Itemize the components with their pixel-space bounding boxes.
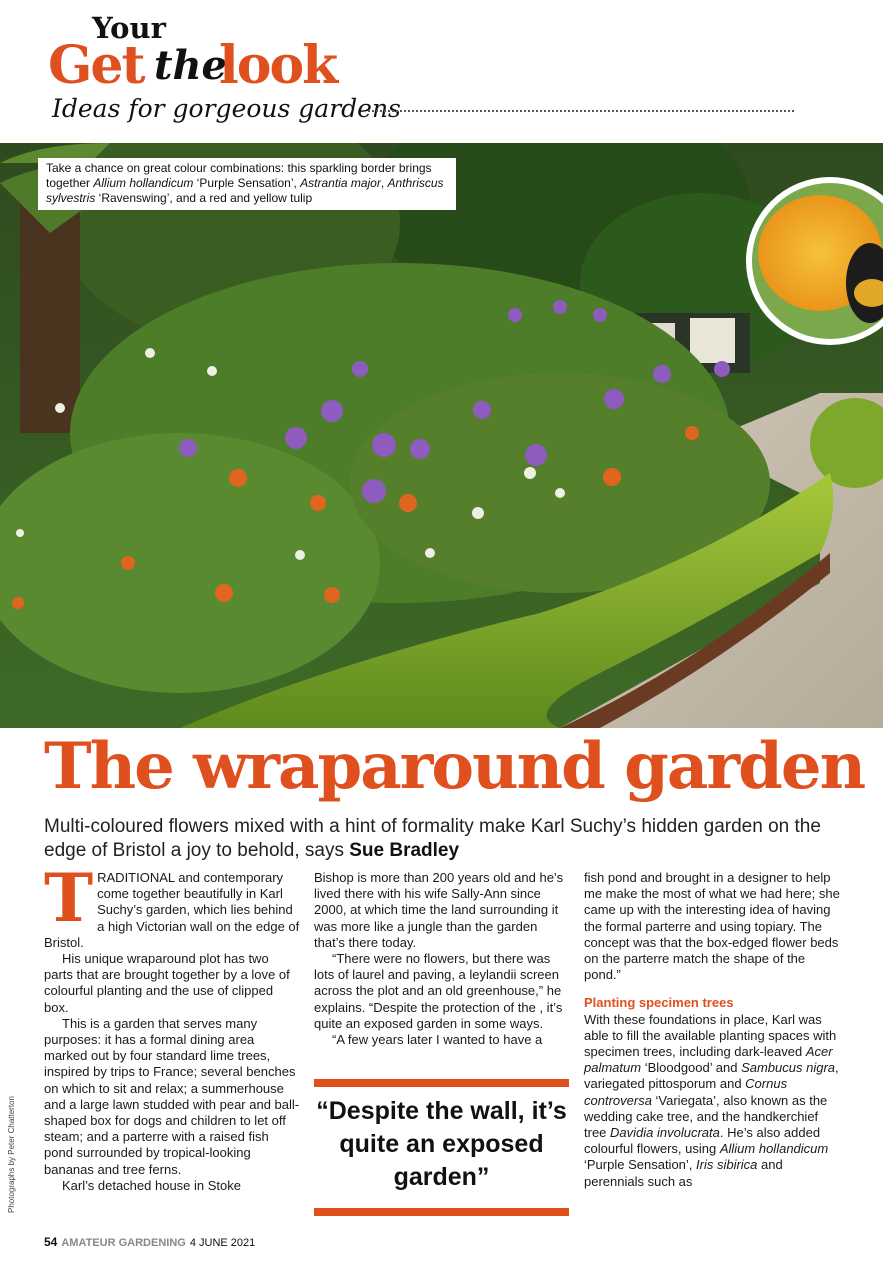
plant-name: Sambucus nigra xyxy=(741,1060,836,1076)
pull-quote-top-bar xyxy=(314,1079,569,1087)
standfirst-text: Multi-coloured flowers mixed with a hint of formality make Karl Suchy’s hidden garden on the edge of Bristol a joy to behold, says xyxy=(44,816,821,861)
caption-plant-astrantia: Astrantia major xyxy=(300,176,381,190)
issue-date: 4 JUNE 2021 xyxy=(189,1237,256,1249)
paragraph: His unique wraparound plot has two parts that are brought together by a love of colourful planting and the use of clipped box. xyxy=(44,951,290,1015)
plant-name: Davidia involucrata xyxy=(610,1125,720,1141)
text-run: ‘Bloodgood’ and xyxy=(641,1060,742,1076)
series-title-look: look xyxy=(219,35,337,96)
text-run: , variegated pittosporum and xyxy=(584,1060,839,1092)
plant-name: Allium hollandicum xyxy=(719,1141,829,1157)
page-folio xyxy=(44,1235,255,1249)
article-column-2 xyxy=(314,870,569,1048)
pull-quote-bottom-bar xyxy=(314,1208,569,1216)
caption-text: Take a chance on great colour combinations: this sparkling border brings together xyxy=(46,161,432,190)
text-run: and perennials such as xyxy=(584,1157,783,1189)
text-run: ‘Purple Sensation’, xyxy=(584,1157,697,1173)
paragraph: This is a garden that serves many purposes: it has a formal dining area marked out by four standard lime trees, inspired by trips to France; several benches on which to sit and relax; a summerhouse and a large lawn studded with pear and ball-shaped box for dogs and children to let off steam; and a parterre with a raised fish pond surrounded by tropical-looking bananas and tree ferns. xyxy=(44,1015,300,1177)
paragraph xyxy=(584,1012,840,1190)
photo-credit: Photographs by Peter Chatterton xyxy=(7,1096,16,1213)
text-run: . He’s also added colourful flowers, using xyxy=(584,1125,821,1157)
caption-text: , xyxy=(380,176,388,190)
caption-text: ‘Purple Sensation’, xyxy=(193,176,301,190)
caption-plant-anthriscus: Anthriscus sylvestris xyxy=(46,176,444,205)
subheading: Planting specimen trees xyxy=(584,995,734,1011)
text-run: With these foundations in place, Karl was able to fill the available planting spaces with specimen trees, including dark-leaved xyxy=(584,1011,837,1060)
text-run: ‘Variegata’, also known as the wedding cake tree, and the handkerchief tree xyxy=(584,1092,828,1141)
garden-illustration xyxy=(0,143,883,728)
page-number: 54 xyxy=(44,1235,58,1249)
paragraph: RADITIONAL and contemporary come together beautifully in Karl Suchy’s garden, which lies behind a high Victorian wall on the edge of Bristol. xyxy=(44,870,300,950)
series-title-your: Your xyxy=(92,11,166,45)
series-title-the: the xyxy=(154,42,228,89)
series-title-get: Get xyxy=(48,35,144,96)
paragraph: “There were no flowers, but there was lots of laurel and paving, a leylandii screen across the plot and an old greenhouse,” he explains. “Despite the protection of the , it’s quite an exposed garden in some ways. xyxy=(314,951,563,1031)
series-tagline: Ideas for gorgeous gardens xyxy=(52,94,401,123)
article-column-3 xyxy=(584,870,840,1190)
photo-caption xyxy=(38,158,456,210)
plant-name: Iris sibirica xyxy=(696,1157,758,1173)
article-standfirst xyxy=(44,815,844,863)
byline: Sue Bradley xyxy=(349,840,460,861)
article-column-1 xyxy=(44,859,300,1194)
paragraph: “A few years later I wanted to have a xyxy=(332,1032,543,1048)
header-dotted-rule xyxy=(368,110,794,112)
caption-text: ‘Ravenswing’, and a red and yellow tulip xyxy=(95,191,313,205)
drop-cap: T xyxy=(44,859,94,937)
caption-plant-allium: Allium hollandicum xyxy=(93,176,194,190)
paragraph: Karl’s detached house in Stoke xyxy=(62,1177,241,1193)
paragraph: fish pond and brought in a designer to help me make the most of what we had here; she came up with the interesting idea of having the formal parterre and using topiary. The concept was that the box-edged flower beds on the parterre match the shape of the pond.” xyxy=(584,870,840,983)
garden-photo xyxy=(0,143,883,728)
pull-quote: “Despite the wall, it’s quite an exposed garden” xyxy=(316,1097,567,1191)
plant-name: Acer palmatum xyxy=(584,1044,833,1076)
article-headline: The wraparound garden xyxy=(44,729,865,804)
paragraph: Bishop is more than 200 years old and he’s lived there with his wife Sally-Ann since 2000, at which time the land surrounding it was more like a jungle than the garden that’s there today. xyxy=(314,870,564,950)
plant-name: Cornus controversa xyxy=(584,1076,788,1108)
magazine-name: AMATEUR GARDENING xyxy=(61,1237,186,1249)
